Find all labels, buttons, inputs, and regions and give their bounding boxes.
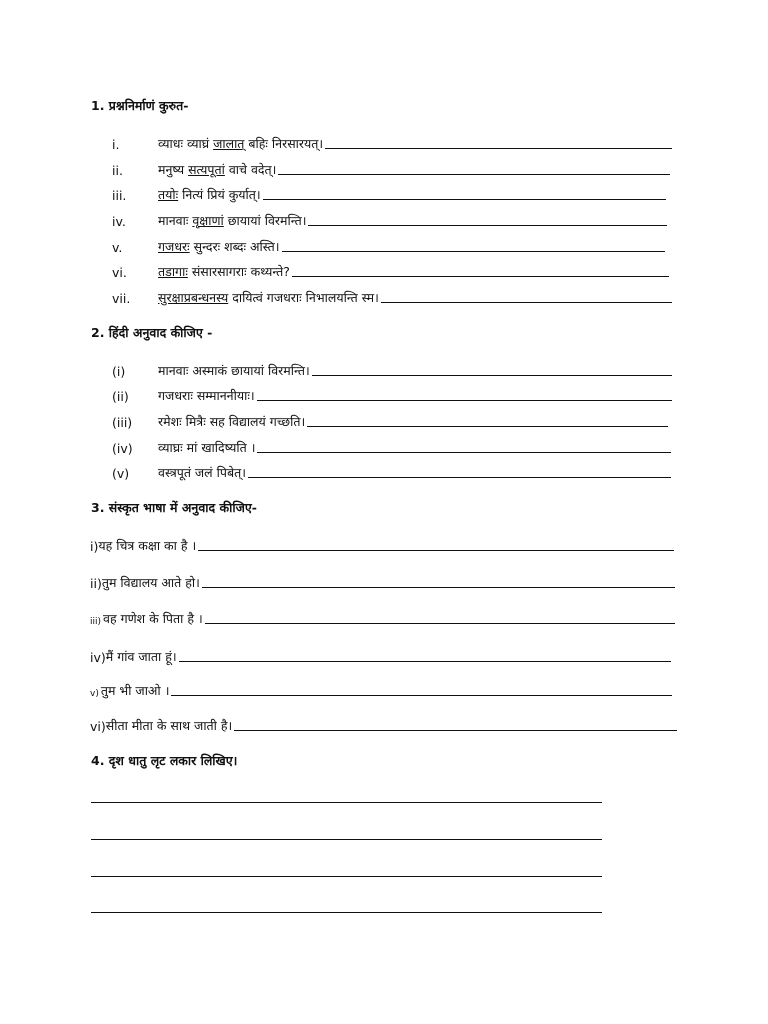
s3-item-num: iv) [90, 650, 106, 665]
s1-item-num: iv. [112, 214, 126, 229]
s1-item-2 [112, 158, 670, 178]
s1-item-post: वाचे वदेत्। [224, 162, 277, 177]
s3-item-6 [90, 714, 677, 734]
s1-item-num: v. [112, 240, 123, 255]
s1-item-underlined: सत्यपूतां [188, 162, 225, 177]
s1-item-3 [112, 183, 666, 203]
answer-blank[interactable] [381, 301, 672, 303]
s2-item-text: व्याघ्रः मां खादिष्यति । [158, 440, 256, 455]
s1-item-underlined: तयोः [158, 187, 179, 202]
s1-item-4 [112, 209, 667, 229]
answer-line[interactable] [91, 802, 602, 803]
s1-item-5 [112, 235, 665, 255]
answer-blank[interactable] [308, 224, 667, 226]
s1-item-underlined: गजधरः [158, 239, 190, 254]
s1-item-post: सुन्दरः शब्दः अस्ति। [189, 239, 280, 254]
s1-item-num: vi. [112, 265, 127, 280]
s1-item-pre: व्याधः व्याघ्रं [158, 136, 214, 151]
s1-item-post: दायित्वं गजधराः निभालयन्ति स्म। [228, 290, 379, 305]
s3-item-num: v) [90, 689, 99, 699]
answer-blank[interactable] [325, 147, 672, 149]
s2-item-text: वस्त्रपूतं जलं पिबेत्। [158, 465, 246, 480]
s1-item-underlined: जालात् [213, 136, 245, 151]
answer-blank[interactable] [257, 451, 671, 453]
s3-item-text: सीता मीता के साथ जाती है। [105, 718, 233, 733]
answer-line[interactable] [91, 876, 602, 877]
answer-blank[interactable] [312, 374, 672, 376]
s1-item-post: संसारसागराः कथ्यन्ते? [187, 264, 290, 279]
s1-item-num: iii. [112, 188, 127, 203]
s2-item-3 [112, 410, 668, 430]
answer-blank[interactable] [234, 729, 677, 731]
s3-item-3 [90, 607, 675, 627]
answer-blank[interactable] [248, 476, 671, 478]
s1-item-underlined: तडागाः [158, 264, 188, 279]
answer-blank[interactable] [292, 275, 669, 277]
s2-item-num: (iii) [112, 415, 133, 430]
s1-item-underlined: वृक्षाणां [192, 213, 224, 228]
s1-item-num: i. [112, 137, 120, 152]
s1-item-num: vii. [112, 291, 131, 306]
answer-blank[interactable] [202, 586, 675, 588]
s3-item-text: तुम विद्यालय आते हो। [101, 575, 200, 590]
s1-item-pre: मनुष्य [158, 162, 189, 177]
s3-item-4 [90, 645, 671, 665]
s3-item-num: i) [90, 539, 99, 554]
s3-item-5 [90, 679, 672, 699]
answer-blank[interactable] [198, 549, 674, 551]
s2-item-1 [112, 359, 672, 379]
s2-item-4 [112, 436, 671, 456]
s3-item-text: तुम भी जाओ । [100, 683, 170, 698]
s3-item-num: ii) [90, 576, 102, 591]
s3-item-2 [90, 571, 675, 591]
s3-item-text: मैं गांव जाता हूं। [105, 649, 177, 664]
s1-item-7 [112, 286, 672, 306]
answer-blank[interactable] [171, 694, 672, 696]
answer-line[interactable] [91, 912, 602, 913]
s2-item-5 [112, 461, 671, 481]
section2-heading: 2. हिंदी अनुवाद कीजिए - [91, 325, 213, 340]
s2-item-num: (v) [112, 466, 130, 481]
s2-item-text: रमेशः मित्रैः सह विद्यालयं गच्छति। [158, 414, 306, 429]
answer-blank[interactable] [179, 660, 671, 662]
answer-blank[interactable] [278, 173, 670, 175]
s1-item-post: नित्यं प्रियं कुर्यात्। [178, 187, 261, 202]
s3-item-num: iii) [90, 617, 102, 627]
s2-item-text: मानवाः अस्माकं छायायां विरमन्ति। [158, 363, 310, 378]
s1-item-underlined: सुरक्षाप्रबन्धनस्य [158, 290, 229, 305]
s1-item-6 [112, 260, 669, 280]
s1-item-1 [112, 132, 672, 152]
answer-blank[interactable] [257, 399, 672, 401]
s3-item-1 [90, 534, 674, 554]
answer-blank[interactable] [307, 425, 668, 427]
answer-blank[interactable] [282, 250, 666, 252]
answer-blank[interactable] [205, 622, 675, 624]
answer-blank[interactable] [263, 198, 666, 200]
section1-heading: 1. प्रश्ननिर्माणं कुरुत- [91, 98, 189, 113]
s1-item-post: बहिः निरसारयत्। [244, 136, 324, 151]
answer-line[interactable] [91, 839, 602, 840]
s3-item-num: vi) [90, 719, 106, 734]
s1-item-num: ii. [112, 163, 123, 178]
s1-item-post: छायायां विरमन्ति। [223, 213, 307, 228]
s2-item-text: गजधराः सम्माननीयाः। [158, 388, 255, 403]
section4-heading: 4. दृश धातु लृट लकार लिखिए। [91, 753, 238, 768]
s3-item-text: यह चित्र कक्षा का है । [98, 538, 197, 553]
s2-item-2 [112, 384, 672, 404]
s2-item-num: (i) [112, 364, 126, 379]
s2-item-num: (iv) [112, 441, 133, 456]
s2-item-num: (ii) [112, 389, 129, 404]
s1-item-pre: मानवाः [158, 213, 193, 228]
section3-heading: 3. संस्कृत भाषा में अनुवाद कीजिए- [91, 500, 257, 515]
s3-item-text: वह गणेश के पिता है । [103, 611, 203, 626]
